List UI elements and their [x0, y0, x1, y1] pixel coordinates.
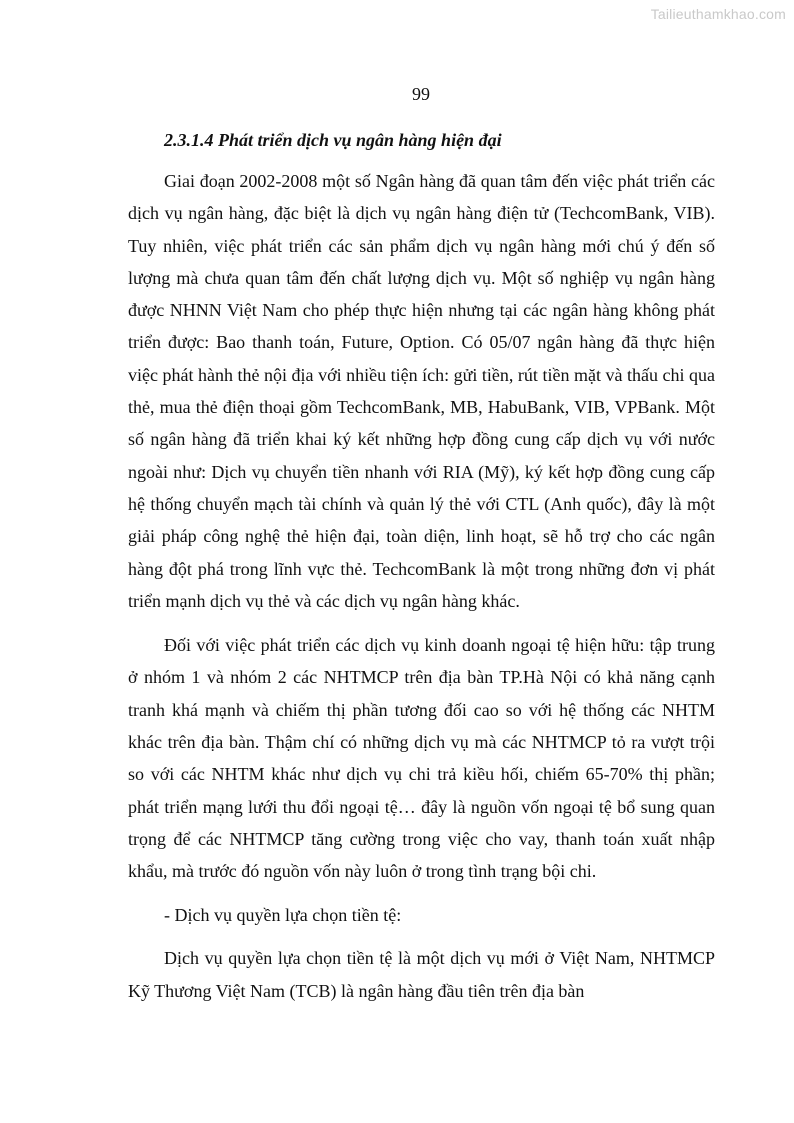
paragraph-foreign-exchange: Đối với việc phát triển các dịch vụ kinh doanh ngoại tệ hiện hữu: tập trung ở nhóm 1 và nhóm 2 các NHTMCP trên địa bàn TP.Hà Nội có khả năng cạnh tranh khá mạnh và chiếm thị phần tương đối cao so với hệ thống các NHTM khác trên địa bàn. Thậm chí có những dịch vụ mà các NHTMCP tỏ ra vượt trội so với các NHTM khác như dịch vụ chi trả kiều hối, chiếm 65-70% thị phần; phát triển mạng lưới thu đổi ngoại tệ… đây là nguồn vốn ngoại tệ bổ sung quan trọng để các NHTMCP tăng cường trong việc cho vay, thanh toán xuất nhập khẩu, mà trước đó nguồn vốn này luôn ở trong tình trạng bội chi. — [128, 635, 715, 882]
paragraph-digital-banking: Giai đoạn 2002-2008 một số Ngân hàng đã quan tâm đến việc phát triển các dịch vụ ngân hàng, đặc biệt là dịch vụ ngân hàng điện tử (TechcomBank, VIB). Tuy nhiên, việc phát triển các sản phẩm dịch vụ ngân hàng mới chú ý đến số lượng mà chưa quan tâm đến chất lượng dịch vụ. Một số nghiệp vụ ngân hàng được NHNN Việt Nam cho phép thực hiện nhưng tại các ngân hàng không phát triển được: Bao thanh toán, Future, Option. Có 05/07 ngân hàng đã thực hiện việc phát hành thẻ nội địa với nhiều tiện ích: gửi tiền, rút tiền mặt và thấu chi qua thẻ, mua thẻ điện thoại gồm TechcomBank, MB, HabuBank, VIB, VPBank. Một số ngân hàng đã triển khai ký kết những hợp đồng cung cấp dịch vụ với nước ngoài như: Dịch vụ chuyển tiền nhanh với RIA (Mỹ), ký kết hợp đồng cung cấp hệ thống chuyển mạch tài chính và quản lý thẻ với CTL (Anh quốc), đây là một giải pháp công nghệ thẻ hiện đại, toàn diện, linh hoạt, sẽ hỗ trợ cho các ngân hàng đột phá trong lĩnh vực thẻ. TechcomBank là một trong những đơn vị phát triển mạnh dịch vụ thẻ và các dịch vụ ngân hàng khác. — [128, 171, 715, 611]
page-number: 99 — [412, 84, 430, 104]
bullet-currency-option: - Dịch vụ quyền lựa chọn tiền tệ: — [164, 904, 402, 925]
watermark: Tailieuthamkhao.com — [650, 6, 786, 22]
section-heading: 2.3.1.4 Phát triển dịch vụ ngân hàng hiện đại — [164, 130, 502, 150]
paragraph-currency-option: Dịch vụ quyền lựa chọn tiền tệ là một dịch vụ mới ở Việt Nam, NHTMCP Kỹ Thương Việt Nam (TCB) là ngân hàng đầu tiên trên địa bàn — [128, 947, 715, 1001]
document-body — [128, 127, 715, 1008]
